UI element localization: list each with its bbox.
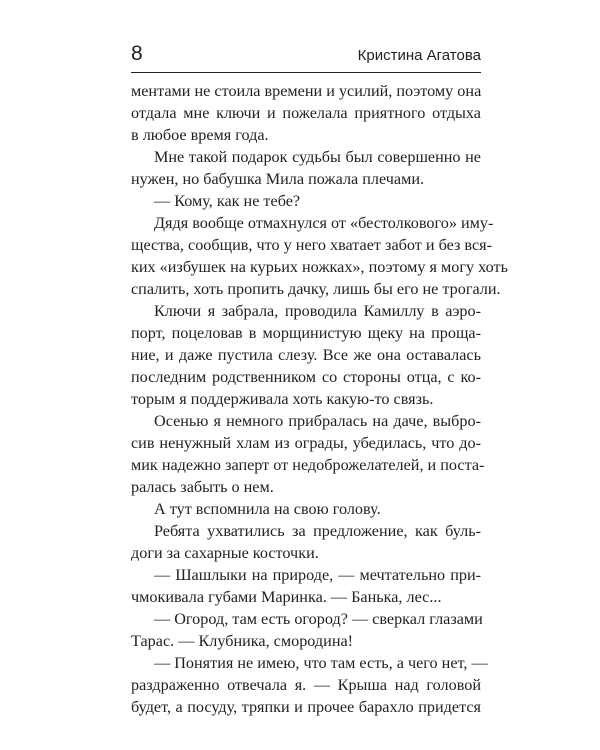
text-line: Дядя вообще отмахнулся от «бестолкового» иму- (154, 214, 494, 232)
text-line: ние, и даже пустила слезу. Все же она оставалась (131, 346, 481, 364)
text-line: А тут вспомнила на свою голову. (154, 500, 381, 518)
text-line: порт, поцеловав в морщинистую щеку на проща- (131, 324, 481, 342)
text-line: — Шашлыки на природе, — мечтательно при- (154, 566, 481, 584)
text-line: доги за сахарные косточки. (131, 544, 319, 562)
text-line: Осенью я немного прибралась на даче, выбро- (154, 412, 481, 430)
text-line: Ребята ухватились за предложение, как буль- (154, 522, 481, 540)
text-line: сив ненужный хлам из ограды, убедилась, что до- (131, 434, 481, 452)
body-text (131, 80, 508, 718)
text-line: ких «избушек на курьих ножках», поэтому я могу хоть (131, 258, 508, 276)
text-line: щества, сообщив, что у него хватает забот и без вся- (131, 236, 492, 254)
page-number: 8 (131, 42, 143, 65)
text-line: Мне такой подарок судьбы был совершенно не (154, 148, 481, 166)
text-line: отдала мне ключи и пожелала приятного отдыха (131, 104, 481, 122)
text-line: спалить, хоть пропить дачку, лишь бы его не трогали. (131, 280, 501, 298)
text-line: — Огород, там есть огород? — сверкал глазами (154, 610, 483, 628)
running-title: Кристина Агатова (357, 47, 481, 64)
text-line: ралась забыть о нем. (131, 478, 274, 496)
text-line: Тарас. — Клубника, смородина! (131, 632, 354, 650)
text-line: — Кому, как не тебе? (154, 192, 301, 210)
page-header (131, 40, 481, 70)
text-line: — Понятия не имею, что там есть, а чего нет, — (154, 654, 488, 672)
header-rule (131, 72, 481, 73)
text-line: в любое время года. (131, 126, 269, 144)
text-line: последним родственником со стороны отца, с ко- (131, 368, 481, 386)
text-line: торым я поддерживала хоть какую-то связь. (131, 390, 434, 408)
text-line: нужен, но бабушка Мила пожала плечами. (131, 170, 425, 188)
text-line: будет, а посуду, тряпки и прочее барахло придется (131, 698, 481, 716)
text-line: чмокивала губами Маринка. — Банька, лес... (131, 588, 442, 606)
text-line: раздраженно отвечала я. — Крыша над головой (131, 676, 481, 694)
text-line: мик надежно заперт от недоброжелателей, и поста- (131, 456, 485, 474)
text-line: Ключи я забрала, проводила Камиллу в аэро- (154, 302, 481, 320)
text-line: ментами не стоила времени и усилий, поэтому она (131, 82, 482, 100)
